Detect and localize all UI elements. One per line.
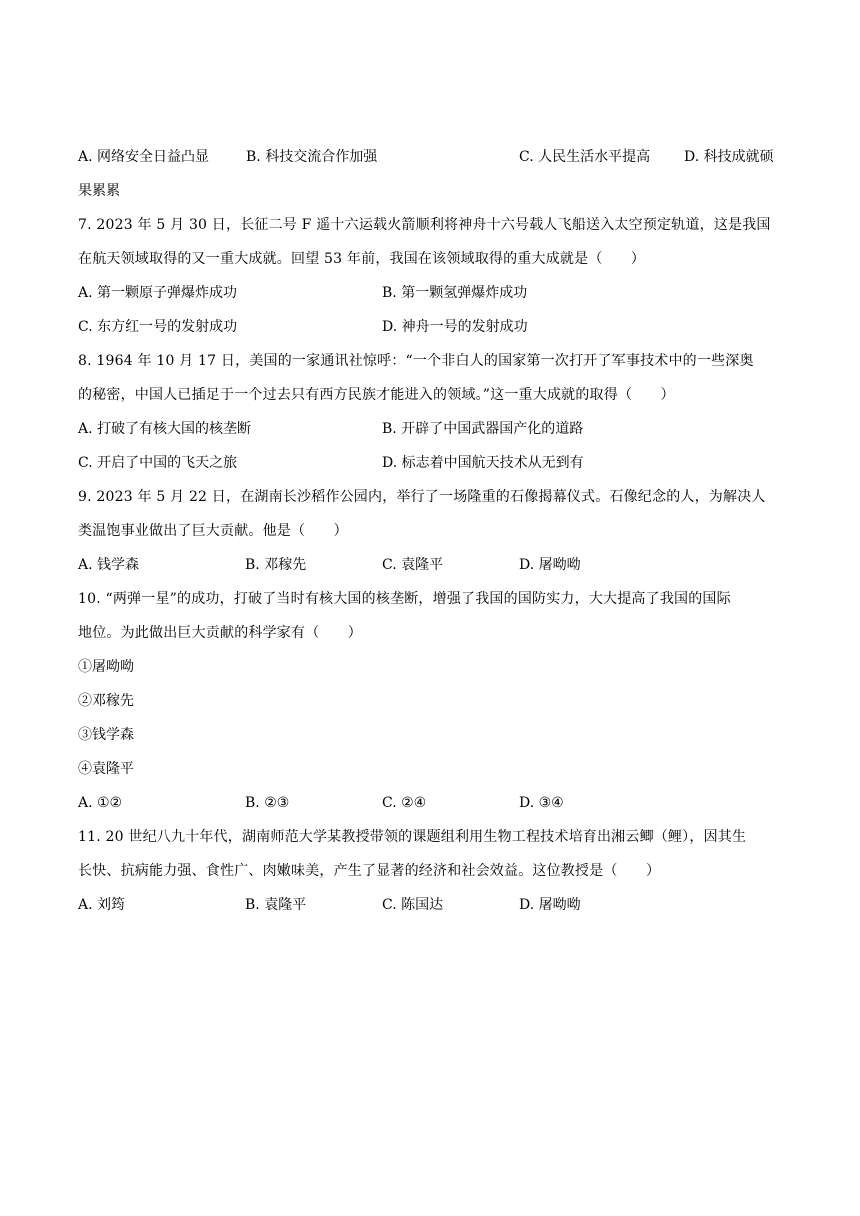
q9-option-b: B. 邓稼先 — [245, 557, 307, 573]
q10-item-1: ①屠呦呦 — [78, 659, 134, 675]
q8-stem-line-2: 的秘密，中国人已插足于一个过去只有西方民族才能进入的领域。”这一重大成就的取得（ ） — [78, 387, 675, 403]
q11-stem-line-1: 11. 20 世纪八九十年代，湖南师范大学某教授带领的课题组利用生物工程技术培育出湘云鲫（鲤），因其生 — [78, 829, 747, 845]
q11-option-d: D. 屠呦呦 — [519, 897, 581, 913]
q9-options-row — [78, 548, 784, 582]
q7-option-c: C. 东方红一号的发射成功 — [78, 319, 238, 335]
q7-stem-line-1: 7. 2023 年 5 月 30 日，长征二号 F 遥十六运载火箭顺利将神舟十六号载人飞船送入太空预定轨道，这是我国 — [78, 217, 771, 233]
q6-option-d: D. 科技成就硕 — [684, 149, 774, 165]
q11-option-a: A. 刘筠 — [78, 897, 126, 913]
q10-item-2: ②邓稼先 — [78, 693, 134, 709]
q10-option-c: C. ②④ — [382, 795, 427, 811]
q7-option-b: B. 第一颗氢弹爆炸成功 — [382, 285, 528, 301]
q7-options-row-1 — [78, 276, 784, 310]
q10-option-d: D. ③④ — [519, 795, 564, 811]
exam-page — [78, 140, 784, 922]
q9-option-d: D. 屠呦呦 — [519, 557, 581, 573]
q9-option-c: C. 袁隆平 — [382, 557, 444, 573]
q11-stem-line-2: 长快、抗病能力强、食性广、肉嫩味美，产生了显著的经济和社会效益。这位教授是（ ） — [78, 863, 661, 879]
q6-options-row — [78, 140, 784, 174]
q6-option-d-wrap: 果累累 — [78, 183, 120, 199]
q6-option-b: B. 科技交流合作加强 — [246, 149, 378, 165]
q6-option-a: A. 网络安全日益凸显 — [78, 149, 210, 165]
q11-option-b: B. 袁隆平 — [245, 897, 307, 913]
q9-stem-line-1: 9. 2023 年 5 月 22 日，在湖南长沙稻作公园内，举行了一场隆重的石像揭幕仪式。石像纪念的人，为解决人 — [78, 489, 766, 505]
q8-option-a: A. 打破了有核大国的核垄断 — [78, 421, 252, 437]
q8-stem-line-1: 8. 1964 年 10 月 17 日，美国的一家通讯社惊呼：“一个非白人的国家第一次打开了军事技术中的一些深奥 — [78, 353, 754, 369]
q10-options-row — [78, 786, 784, 820]
q11-options-row — [78, 888, 784, 922]
q8-option-d: D. 标志着中国航天技术从无到有 — [382, 455, 584, 471]
q8-options-row-2 — [78, 446, 784, 480]
q9-option-a: A. 钱学森 — [78, 557, 140, 573]
q10-stem-line-1: 10. “两弹一星”的成功，打破了当时有核大国的核垄断，增强了我国的国防实力，大大提高了我国的国际 — [78, 591, 731, 607]
q10-option-a: A. ①② — [78, 795, 123, 811]
q8-options-row-1 — [78, 412, 784, 446]
q7-stem-line-2: 在航天领域取得的又一重大成就。回望 53 年前，我国在该领域取得的重大成就是（ ） — [78, 251, 646, 267]
q9-stem-line-2: 类温饱事业做出了巨大贡献。他是（ ） — [78, 523, 348, 539]
q7-options-row-2 — [78, 310, 784, 344]
q7-option-a: A. 第一颗原子弹爆炸成功 — [78, 285, 238, 301]
q10-option-b: B. ②③ — [245, 795, 290, 811]
q10-item-4: ④袁隆平 — [78, 761, 134, 777]
q10-item-3: ③钱学森 — [78, 727, 134, 743]
q11-option-c: C. 陈国达 — [382, 897, 444, 913]
q8-option-b: B. 开辟了中国武器国产化的道路 — [382, 421, 584, 437]
q7-option-d: D. 神舟一号的发射成功 — [382, 319, 528, 335]
q6-option-c: C. 人民生活水平提高 — [519, 149, 651, 165]
q8-option-c: C. 开启了中国的飞天之旅 — [78, 455, 238, 471]
q10-stem-line-2: 地位。为此做出巨大贡献的科学家有（ ） — [78, 625, 362, 641]
